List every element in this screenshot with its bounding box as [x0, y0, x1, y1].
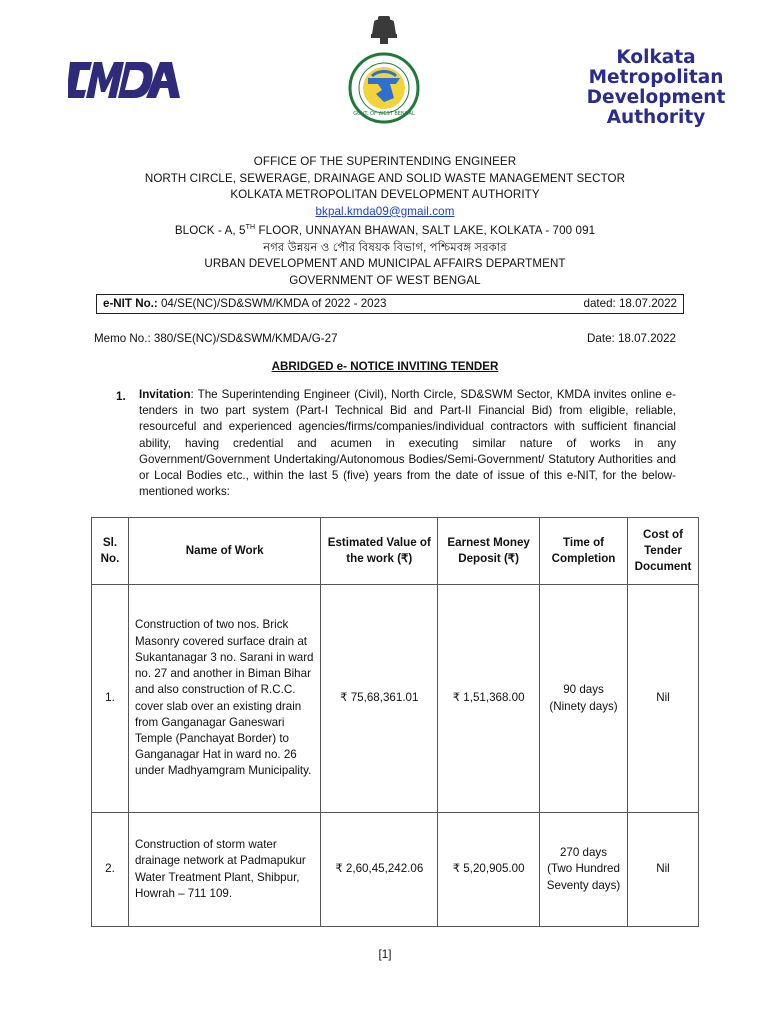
memo-date: Date: 18.07.2022: [587, 332, 676, 345]
invitation-paragraph: Invitation: The Superintending Engineer (Civil), North Circle, SD&SWM Sector, KMDA invites online e-tenders in two part system (Part-I Technical Bid and Part-II Financial Bid) from eligible, reliable, resourceful and experienced agencies/firms/companies/individual contractors with sufficient financial ability, having credential and acumen in executing similar nature of works in any Government/Government Undertaking/Autonomous Bodies/Semi-Government/ Statutory Authorities and or Local Bodies etc., within the last 5 (five) years from the date of issue of this e-NIT, for the below-mentioned works:: [139, 388, 676, 499]
cell-name-of-work: Construction of storm water drainage network at Padmapukur Water Treatment Plant, Shibpur, Howrah – 711 109.: [128, 813, 320, 927]
office-line-6: URBAN DEVELOPMENT AND MUNICIPAL AFFAIRS DEPARTMENT: [204, 257, 566, 271]
header-earnest-money: Earnest Money Deposit (₹): [438, 518, 540, 585]
cell-time-of-completion: 270 days (Two Hundred Seventy days): [540, 813, 628, 927]
kmda-line-3: Development: [586, 87, 726, 108]
office-line-1: OFFICE OF THE SUPERINTENDING ENGINEER: [253, 155, 517, 168]
works-table: [91, 517, 699, 927]
enit-dated: dated: 18.07.2022: [583, 297, 677, 310]
table-row: [92, 585, 699, 813]
office-bengali-line: নগর উন্নয়ন ও পৌর বিষয়ক বিভাগ, পশ্চিমবঙ্গ সরকার: [263, 240, 507, 254]
cell-earnest-money: ₹ 5,20,905.00: [438, 813, 540, 927]
office-address: BLOCK - A, 5TH FLOOR, UNNAYAN BHAWAN, SALT LAKE, KOLKATA - 700 091: [174, 224, 596, 238]
table-header-row: [92, 518, 699, 585]
cmda-logo: [68, 58, 186, 102]
invitation-number: 1.: [116, 390, 126, 403]
cell-earnest-money: ₹ 1,51,368.00: [438, 585, 540, 813]
cell-cost-of-tender: Nil: [627, 813, 698, 927]
office-line-7: GOVERNMENT OF WEST BENGAL: [289, 274, 481, 288]
cell-sl: 1.: [92, 585, 129, 813]
west-bengal-seal: [338, 14, 430, 126]
cell-estimated-value: ₹ 2,60,45,242.06: [321, 813, 438, 927]
cell-name-of-work: Construction of two nos. Brick Masonry covered surface drain at Sukantanagar 3 no. Sarani in ward no. 27 and another in Biman Bihar and also construction of R.C.C. cover slab over an existing drain from Ganganagar Ganeswari Temple (Panchayat Border) to Ganganagar Hat in ward no. 26 under Madhyamgram Municipality.: [128, 585, 320, 813]
email-link[interactable]: bkpal.kmda09@gmail.com: [315, 204, 455, 218]
svg-text:GOVT. OF WEST BENGAL: GOVT. OF WEST BENGAL: [353, 111, 415, 117]
kmda-line-4: Authority: [606, 107, 706, 128]
office-line-3: KOLKATA METROPOLITAN DEVELOPMENT AUTHORITY: [230, 188, 540, 202]
memo-number: Memo No.: 380/SE(NC)/SD&SWM/KMDA/G-27: [94, 332, 338, 345]
header-cost-of-tender: Cost of Tender Document: [627, 518, 698, 585]
svg-text:CMDA: CMDA: [68, 58, 71, 59]
notice-title: ABRIDGED e- NOTICE INVITING TENDER: [271, 360, 499, 373]
page-number: [1]: [378, 948, 392, 961]
kmda-line-1: Kolkata: [616, 47, 696, 68]
table-row: [92, 813, 699, 927]
header-sl-no: Sl. No.: [92, 518, 129, 585]
office-header: [0, 154, 770, 290]
header-name-of-work: Name of Work: [128, 518, 320, 585]
cell-time-of-completion: 90 days (Ninety days): [540, 585, 628, 813]
cell-cost-of-tender: Nil: [627, 585, 698, 813]
header-time-of-completion: Time of Completion: [540, 518, 628, 585]
cell-sl: 2.: [92, 813, 129, 927]
kmda-line-2: Metropolitan: [588, 67, 724, 88]
enit-number: e-NIT No.: 04/SE(NC)/SD&SWM/KMDA of 2022 - 2023: [103, 297, 387, 310]
office-line-2: NORTH CIRCLE, SEWERAGE, DRAINAGE AND SOLID WASTE MANAGEMENT SECTOR: [144, 171, 626, 185]
kmda-wordmark: [566, 48, 746, 128]
header-estimated-value: Estimated Value of the work (₹): [321, 518, 438, 585]
cell-estimated-value: ₹ 75,68,361.01: [321, 585, 438, 813]
enit-box: [96, 294, 684, 314]
